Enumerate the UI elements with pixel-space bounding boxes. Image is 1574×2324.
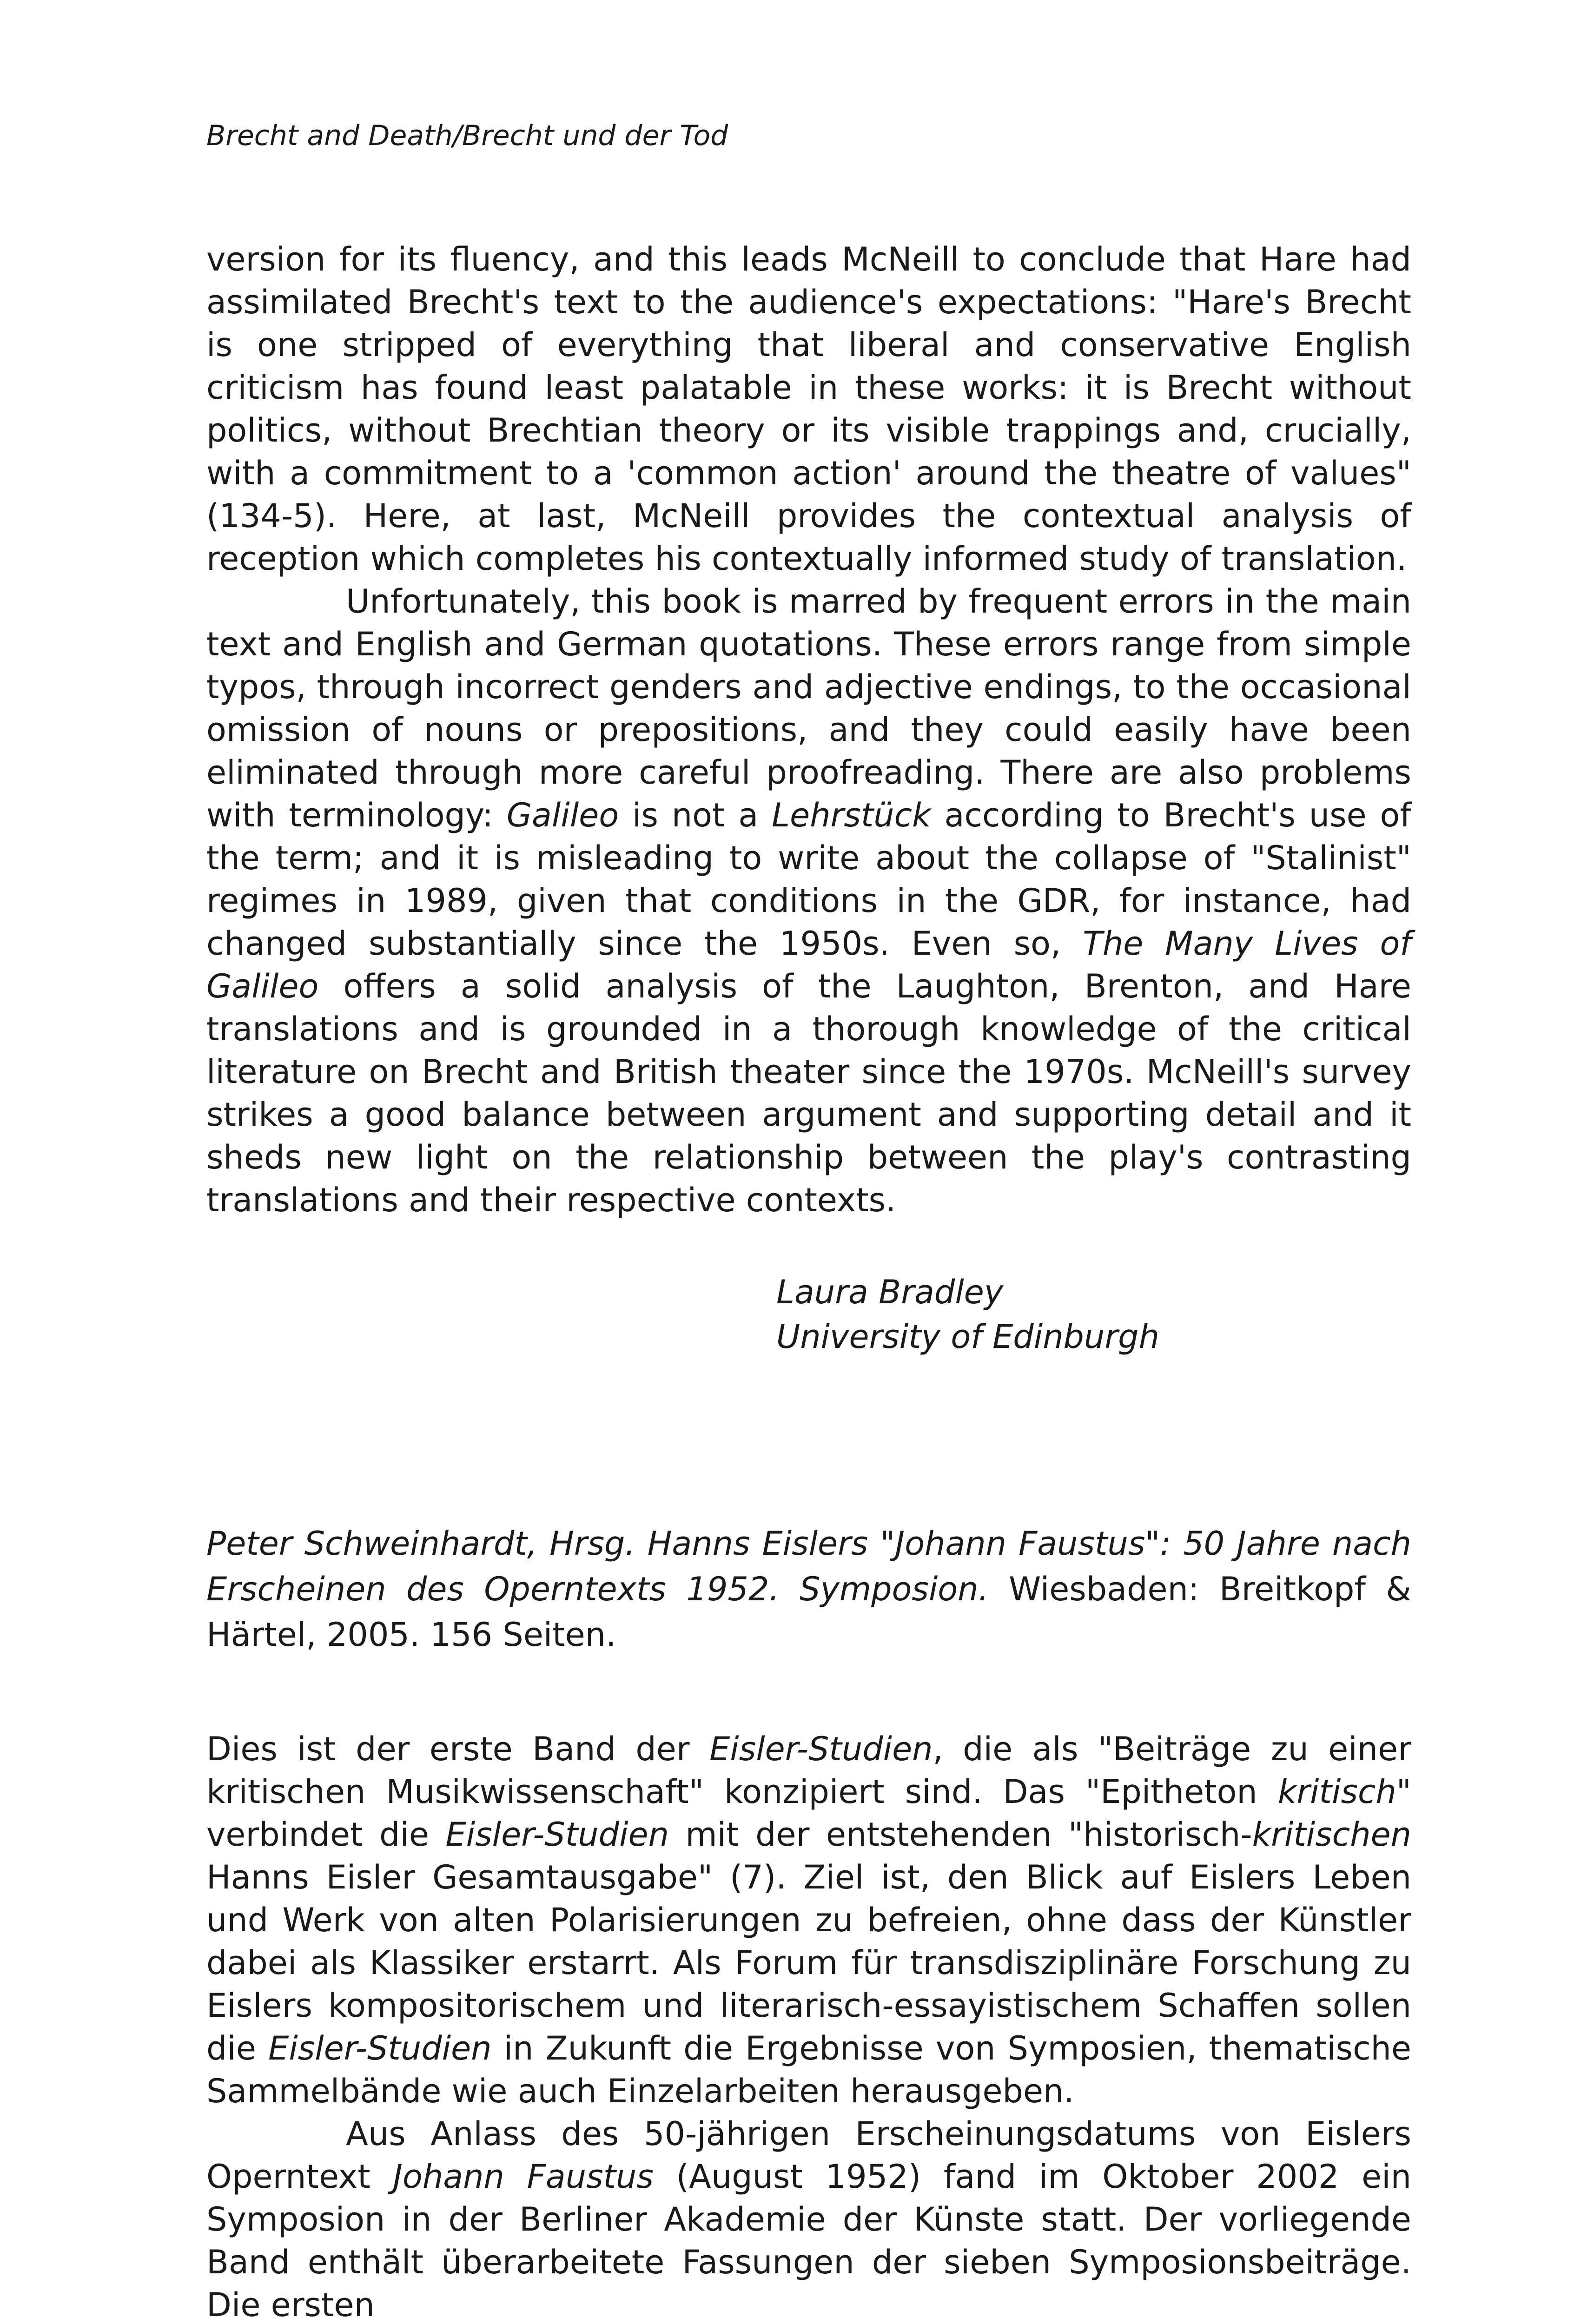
- text-run: " verbindet die: [206, 1773, 1411, 1854]
- paragraph-errors-critique: [206, 580, 1411, 1221]
- citation-publisher: Wiesbaden: Breitkopf & Härtel, 2005. 156 Seiten.: [206, 1570, 1411, 1654]
- italic-title-galileo: Galileo: [506, 796, 619, 834]
- text-run: Hanns Eisler Gesamtausgabe" (7). Ziel ist, den Blick auf Eislers Leben und Werk von alten Polarisierungen zu befreien, ohne dass der Künstler dabei als Klassiker erstarrt. Als Forum für transdisziplinäre Forschung zu Eislers kompositorischem und literarisch-essayistischem Schaffen sollen die: [206, 1858, 1411, 2067]
- reviewer-signature: [776, 1270, 1159, 1359]
- italic-series-title: Eisler-Studien: [445, 1816, 669, 1854]
- italic-word-kritisch: kritisch: [1277, 1773, 1396, 1811]
- reviewer-name: Laura Bradley: [776, 1273, 1004, 1311]
- running-head: Brecht and Death/Brecht und der Tod: [206, 119, 728, 152]
- italic-series-title: Eisler-Studien: [268, 2029, 492, 2067]
- italic-word-kritischen: kritischen: [1252, 1816, 1412, 1854]
- paragraph-reception-analysis: version for its fluency, and this leads McNeill to conclude that Hare had assimilated Brecht's text to the audience's expectations: "Hare's Brecht is one stripped of everything that liberal and conservative English criticism has found least palatable in these works: it is Brecht without politics, without Brechtian theory or its visible trappings and, crucially, with a commitment to a 'common action' around the theatre of values" (134-5). Here, at last, McNeill provides the contextual analysis of reception which completes his contextually informed study of translation.: [206, 240, 1411, 578]
- book-citation: [206, 1521, 1411, 1657]
- text-run: according to Brecht's use of the term; and it is misleading to write about the collapse of "Stalinist" regimes in 1989, given that conditions in the GDR, for instance, had changed substantially since the 1950s. Even so,: [206, 796, 1411, 963]
- text-run: offers a solid analysis of the Laughton, Brenton, and Hare translations and is grounded in a thorough knowledge of the critical literature on Brecht and British theater since the 1970s. McNeill's survey strikes a good balance between argument and supporting detail and it sheds new light on the relationship between the play's contrasting translations and their respective contexts.: [206, 967, 1411, 1219]
- italic-opera-title: Johann Faustus: [393, 2158, 654, 2196]
- reviewer-affiliation: University of Edinburgh: [776, 1318, 1159, 1356]
- paragraph-eisler-studien: [206, 1728, 1411, 2113]
- italic-term-lehrstueck: Lehrstück: [772, 796, 931, 834]
- italic-book-title: The Many Lives of Galileo: [206, 924, 1412, 1005]
- review-body-eisler: [206, 1728, 1411, 2324]
- text-run: Dies ist der erste Band der: [206, 1730, 710, 1768]
- citation-italic: Peter Schweinhardt, Hrsg. Hanns Eislers "Johann Faustus": 50 Jahre nach Erscheinen des Operntexts 1952. Symposion.: [206, 1525, 1411, 1608]
- italic-series-title: Eisler-Studien: [709, 1730, 933, 1768]
- paragraph-symposion: [206, 2113, 1411, 2324]
- text-run: is not a: [619, 796, 772, 834]
- text-run: in Zukunft die Ergebnisse von Symposien, thematische Sammelbände wie auch Einzelarbeiten herausgeben.: [206, 2029, 1411, 2110]
- text-run: Unfortunately, this book is marred by frequent errors in the main text and English and German quotations. These errors range from simple typos, through incorrect genders and adjective endings, to the occasional omission of nouns or prepositions, and they could easily have been eliminated through more careful proofreading. There are also problems with terminology:: [206, 582, 1411, 834]
- text-run: mit der entstehenden "historisch-: [668, 1816, 1252, 1854]
- text-run: , die als "Beiträge zu einer kritischen Musikwissenschaft" konzipiert sind. Das "Epitheton: [206, 1730, 1411, 1811]
- text-run: Aus Anlass des 50-jährigen Erscheinungsdatums von Eislers Operntext: [206, 2115, 1411, 2196]
- review-body-mcneill: [206, 238, 1411, 1221]
- text-run: (August 1952) fand im Oktober 2002 ein Symposion in der Berliner Akademie der Künste statt. Der vorliegende Band enthält überarbeitete Fassungen der sieben Symposionsbeiträge. Die ersten: [206, 2158, 1411, 2324]
